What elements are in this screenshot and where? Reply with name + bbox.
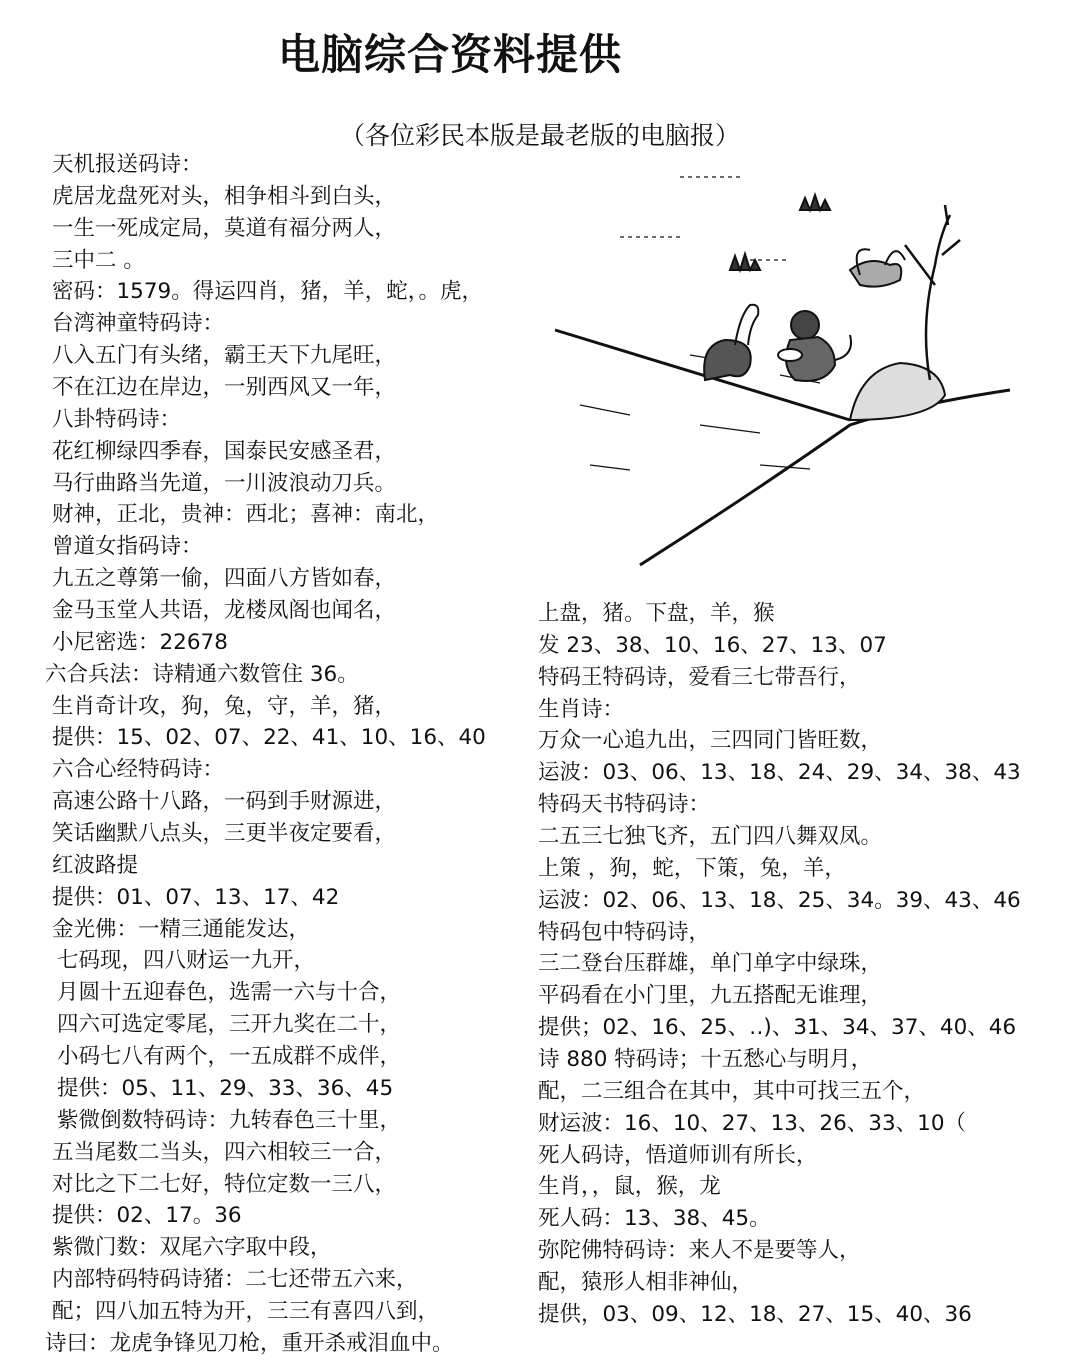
text-line: 财神，正北，贵神：西北；喜神：南北，: [52, 502, 440, 528]
left-column: [45, 149, 486, 1360]
text-line: 一生一死成定局，莫道有福分两人，: [52, 215, 397, 241]
text-line: 上盘，猪。下盘，羊，猴: [538, 601, 775, 626]
text-line: 配；四八加五特为开，三三有喜四八到，: [52, 1298, 440, 1324]
text-line: 提供；02、16、25、‥)、31、34、37、40、46: [538, 1015, 1017, 1041]
text-line: 四六可选定零尾，三开九奖在二十，: [57, 1012, 402, 1038]
text-line: 诗 880 特码诗；十五愁心与明月，: [538, 1047, 873, 1073]
text-line: 生肖，，鼠，猴，龙: [538, 1174, 721, 1200]
text-line: 曾道女指码诗：: [52, 534, 203, 560]
text-line: 八入五门有头绪，霸王天下九尾旺，: [52, 343, 397, 369]
text-line: 五当尾数二当头，四六相较三一合，: [52, 1139, 397, 1165]
text-line: 特码王特码诗，爱看三七带吾行，: [538, 664, 861, 690]
text-line: 财运波：16、10、27、13、26、33、10（: [538, 1110, 967, 1136]
text-line: 平码看在小门里，九五搭配无谁理，: [538, 983, 883, 1009]
text-line: 金光佛：一精三通能发达，: [52, 916, 311, 942]
text-line: 特码天书特码诗：: [538, 792, 711, 818]
text-line: 七码现，四八财运一九开，: [57, 948, 316, 974]
text-line: 小尼密选：22678: [52, 629, 228, 655]
text-line: 提供：01、07、13、17、42: [52, 884, 340, 910]
text-line: 上策 ，狗，蛇，下策，兔，羊，: [538, 855, 846, 881]
text-line: 提供，03、09、12、18、27、15、40、36: [538, 1301, 972, 1327]
text-line: 八卦特码诗：: [52, 406, 182, 432]
text-line: 内部特码特码诗猪：二七还带五六来，: [52, 1267, 418, 1293]
text-line: 发 23、38、10、16、27、13、07: [538, 632, 887, 658]
text-line: 运波：02、06、13、18、25、34。39、43、46: [538, 887, 1021, 913]
text-line: 运波：03、06、13、18、24、29、34、38、43: [538, 760, 1021, 786]
text-line: 二五三七独飞齐，五门四八舞双凤。: [538, 824, 883, 850]
text-line: 虎居龙盘死对头，相争相斗到白头，: [52, 183, 397, 209]
text-line: 诗曰：龙虎争锋见刀枪，重开杀戒泪血中。: [45, 1330, 454, 1356]
text-line: 三中二 。: [52, 247, 145, 273]
text-line: 马行曲路当先道，一川波浪动刀兵。: [52, 470, 397, 496]
text-line: 小码七八有两个，一五成群不成伴，: [57, 1044, 402, 1070]
text-line: 金马玉堂人共语，龙楼凤阁也闻名，: [52, 598, 397, 624]
text-line: 密码：1579。得运四肖，猪，羊，蛇，。虎，: [52, 279, 483, 305]
text-line: 月圆十五迎春色，选需一六与十合，: [57, 980, 402, 1006]
text-line: 死人码：13、38、45。: [538, 1206, 771, 1232]
text-line: 紫微门数：双尾六字取中段，: [52, 1235, 332, 1261]
text-line: 六合兵法：诗精通六数管住 36。: [45, 661, 359, 687]
text-line: 笑话幽默八点头，三更半夜定要看，: [52, 821, 397, 847]
right-column: [538, 598, 1021, 1331]
text-line: 提供：15、02、07、22、41、10、16、40: [52, 725, 486, 751]
text-line: 天机报送码诗：: [52, 152, 203, 177]
text-line: 不在江边在岸边，一别西风又一年，: [52, 375, 397, 401]
text-line: 花红柳绿四季春，国泰民安感圣君，: [52, 438, 397, 464]
text-line: 九五之尊第一偷，四面八方皆如春，: [52, 566, 397, 592]
text-line: 红波路提: [52, 852, 139, 878]
text-line: 万众一心追九出，三四同门皆旺数，: [538, 728, 883, 754]
page-title: 电脑综合资料提供: [278, 30, 623, 79]
text-line: 生肖奇计攻，狗，兔，守，羊，猪，: [52, 693, 397, 719]
text-line: 配，猿形人相非神仙，: [538, 1270, 754, 1296]
text-line: 死人码诗，悟道师训有所长，: [538, 1142, 818, 1168]
text-line: 六合心经特码诗：: [52, 757, 225, 783]
text-line: 三二登台压群雄，单门单字中绿珠，: [538, 951, 883, 977]
text-line: 生肖诗：: [538, 696, 625, 722]
text-line: 提供：05、11、29、33、36、45: [57, 1075, 394, 1101]
text-line: 弥陀佛特码诗：来人不是要等人，: [538, 1238, 861, 1264]
text-line: 台湾神童特码诗：: [52, 311, 225, 337]
text-line: 高速公路十八路，一码到手财源进，: [52, 789, 397, 815]
text-line: 紫微倒数特码诗：九转春色三十里，: [57, 1107, 402, 1133]
text-line: 配，二三组合在其中，其中可找三五个，: [538, 1078, 926, 1104]
text-line: 提供：02、17。36: [52, 1203, 242, 1229]
text-line: 对比之下二七好，特位定数一三八，: [52, 1171, 397, 1197]
illustration-sketch: [550, 165, 1020, 585]
text-line: 特码包中特码诗，: [538, 919, 711, 945]
page-subtitle: （各位彩民本版是最老版的电脑报）: [339, 121, 740, 150]
